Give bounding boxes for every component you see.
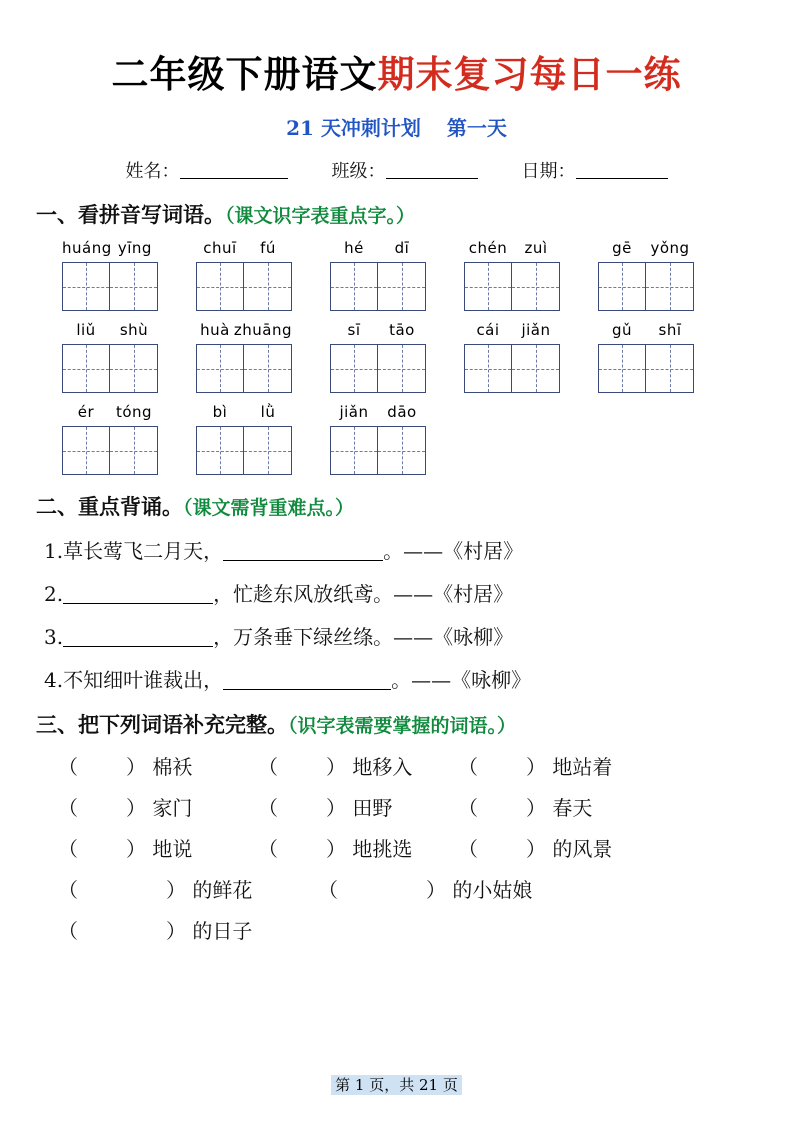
paren-open: （ xyxy=(258,796,278,820)
recitation-blank[interactable] xyxy=(223,542,383,561)
pinyin-writing-grid xyxy=(36,239,757,475)
pinyin-word-item xyxy=(330,239,426,311)
word-completion-text: 春天 xyxy=(546,796,593,820)
tianzige-cell[interactable] xyxy=(110,263,157,310)
pinyin-label xyxy=(330,403,426,421)
paren-open: （ xyxy=(258,755,278,779)
pinyin-syllable: chuī xyxy=(203,239,237,257)
pinyin-label xyxy=(598,239,694,257)
paren-close: ） xyxy=(126,837,146,861)
word-completion-item xyxy=(58,792,258,821)
pinyin-word-item xyxy=(330,403,426,475)
tianzige-cell[interactable] xyxy=(197,345,244,392)
word-completion-item xyxy=(258,792,458,821)
tianzige-cell[interactable] xyxy=(63,427,110,474)
title-red-part: 期末复习每日一练 xyxy=(377,52,682,96)
tianzige-vline xyxy=(622,345,623,392)
tianzige-vline xyxy=(488,345,489,392)
tianzige-cell[interactable] xyxy=(465,263,512,310)
pinyin-syllable: ér xyxy=(77,403,95,421)
tianzige-vline xyxy=(220,427,221,474)
pinyin-word-item xyxy=(62,321,158,393)
tianzige-cell[interactable] xyxy=(197,427,244,474)
recitation-text-after: 。——《咏柳》 xyxy=(391,668,532,692)
pinyin-syllable: jiǎn xyxy=(521,321,551,339)
pinyin-word-item xyxy=(196,239,292,311)
word-completion-text: 家门 xyxy=(146,796,193,820)
class-field-group xyxy=(332,157,478,183)
word-completion-text: 地挑选 xyxy=(346,837,413,861)
class-label: 班级： xyxy=(331,161,386,182)
pinyin-syllable: fú xyxy=(260,239,276,257)
tianzige-box[interactable] xyxy=(196,262,292,311)
pinyin-syllable: gǔ xyxy=(611,321,633,339)
tianzige-box[interactable] xyxy=(598,262,694,311)
pinyin-word-item xyxy=(62,239,158,311)
word-completion-item xyxy=(258,833,458,862)
date-input-line[interactable] xyxy=(576,162,668,179)
tianzige-box[interactable] xyxy=(464,344,560,393)
word-completion-row xyxy=(36,915,757,944)
pinyin-syllable: sī xyxy=(347,321,361,339)
tianzige-vline xyxy=(86,263,87,310)
date-field-group xyxy=(522,157,668,183)
pinyin-syllable: shù xyxy=(119,321,149,339)
word-completion-text: 田野 xyxy=(346,796,393,820)
tianzige-box[interactable] xyxy=(196,344,292,393)
paren-open: （ xyxy=(58,878,78,902)
pinyin-syllable: huáng xyxy=(62,239,112,257)
recitation-text-before: 不知细叶谁裁出， xyxy=(63,668,224,692)
pinyin-label xyxy=(330,239,426,257)
paren-open: （ xyxy=(318,878,338,902)
paren-close: ） xyxy=(326,755,346,779)
word-completion-text: 棉袄 xyxy=(146,755,193,779)
tianzige-cell[interactable] xyxy=(599,345,646,392)
word-completion-item xyxy=(58,751,258,780)
tianzige-box[interactable] xyxy=(330,426,426,475)
word-completion-item xyxy=(318,874,578,903)
tianzige-vline xyxy=(86,427,87,474)
recitation-text-before: 草长莺飞二月天， xyxy=(63,539,224,563)
word-completion-item xyxy=(258,751,458,780)
recitation-number: 2. xyxy=(44,582,64,606)
tianzige-cell[interactable] xyxy=(512,345,559,392)
pinyin-syllable: jiǎn xyxy=(339,403,369,421)
subtitle-plan: 21 天冲刺计划 xyxy=(286,116,421,140)
pinyin-grid-row xyxy=(36,403,757,475)
word-completion-item xyxy=(458,833,658,862)
paren-open: （ xyxy=(258,837,278,861)
tianzige-vline xyxy=(268,345,269,392)
tianzige-vline xyxy=(622,263,623,310)
section-3-note: （识字表需要掌握的词语。） xyxy=(288,715,517,737)
section-1-heading xyxy=(36,199,757,229)
tianzige-vline xyxy=(220,263,221,310)
tianzige-cell[interactable] xyxy=(331,263,378,310)
tianzige-cell[interactable] xyxy=(110,427,157,474)
tianzige-cell[interactable] xyxy=(599,263,646,310)
paren-close: ） xyxy=(126,755,146,779)
word-completion-text: 的日子 xyxy=(186,919,253,943)
paren-open: （ xyxy=(458,755,478,779)
pinyin-syllable: shī xyxy=(658,321,682,339)
pinyin-word-item xyxy=(330,321,426,393)
paren-close: ） xyxy=(326,837,346,861)
paren-close: ） xyxy=(526,796,546,820)
recitation-item xyxy=(44,578,757,607)
section-1-title: 一、看拼音写词语。 xyxy=(36,202,225,227)
pinyin-label xyxy=(62,321,158,339)
tianzige-box[interactable] xyxy=(330,344,426,393)
pinyin-syllable: chén xyxy=(468,239,508,257)
pinyin-word-item xyxy=(598,321,694,393)
page-title xyxy=(36,44,757,98)
tianzige-vline xyxy=(220,345,221,392)
tianzige-vline xyxy=(670,263,671,310)
tianzige-box[interactable] xyxy=(330,262,426,311)
recitation-blank[interactable] xyxy=(63,628,213,647)
paren-close: ） xyxy=(166,919,186,943)
tianzige-cell[interactable] xyxy=(63,345,110,392)
paren-open: （ xyxy=(58,796,78,820)
tianzige-vline xyxy=(488,263,489,310)
word-completion-row xyxy=(36,751,757,780)
tianzige-vline xyxy=(354,427,355,474)
word-completion-text: 地站着 xyxy=(546,755,613,779)
pinyin-label xyxy=(62,239,158,257)
word-completion-item xyxy=(58,833,258,862)
title-black-part: 二年级下册语文 xyxy=(111,52,378,96)
recitation-blank[interactable] xyxy=(63,585,213,604)
recitation-item xyxy=(44,535,757,564)
tianzige-cell[interactable] xyxy=(110,345,157,392)
section-2-note: （课文需背重难点。） xyxy=(183,497,355,519)
tianzige-vline xyxy=(536,345,537,392)
recitation-text-after: 。——《村居》 xyxy=(383,539,524,563)
paren-open: （ xyxy=(458,796,478,820)
pinyin-syllable: huà xyxy=(200,321,230,339)
recitation-number: 3. xyxy=(44,625,64,649)
page-footer xyxy=(0,1074,793,1095)
section-3-heading xyxy=(36,709,757,739)
paren-open: （ xyxy=(58,837,78,861)
tianzige-cell[interactable] xyxy=(197,263,244,310)
paren-close: ） xyxy=(166,878,186,902)
tianzige-cell[interactable] xyxy=(244,427,291,474)
tianzige-box[interactable] xyxy=(62,262,158,311)
pinyin-grid-row xyxy=(36,239,757,311)
pinyin-label xyxy=(196,239,292,257)
word-completion-item xyxy=(458,792,658,821)
section-3-title: 三、把下列词语补充完整。 xyxy=(36,712,288,737)
page-number-text: 第 1 页，共 21 页 xyxy=(331,1075,462,1095)
recitation-text-after: ，万条垂下绿丝绦。——《咏柳》 xyxy=(213,625,514,649)
pinyin-syllable: tāo xyxy=(389,321,415,339)
tianzige-cell[interactable] xyxy=(512,263,559,310)
tianzige-box[interactable] xyxy=(196,426,292,475)
tianzige-vline xyxy=(402,345,403,392)
tianzige-vline xyxy=(134,427,135,474)
tianzige-vline xyxy=(268,427,269,474)
word-completion-item xyxy=(58,915,318,944)
pinyin-word-item xyxy=(464,239,560,311)
tianzige-cell[interactable] xyxy=(331,345,378,392)
pinyin-label xyxy=(464,239,560,257)
section-1-note: （课文识字表重点字。） xyxy=(225,205,416,227)
pinyin-word-item xyxy=(62,403,158,475)
pinyin-syllable: yǒng xyxy=(650,239,690,257)
tianzige-cell[interactable] xyxy=(646,345,693,392)
paren-close: ） xyxy=(326,796,346,820)
pinyin-word-item xyxy=(196,321,292,393)
name-label: 姓名： xyxy=(125,161,180,182)
recitation-blank[interactable] xyxy=(223,671,391,690)
tianzige-vline xyxy=(354,263,355,310)
tianzige-vline xyxy=(670,345,671,392)
pinyin-syllable: dāo xyxy=(387,403,417,421)
recitation-list xyxy=(36,535,757,693)
tianzige-box[interactable] xyxy=(62,426,158,475)
pinyin-word-item xyxy=(196,403,292,475)
pinyin-word-item xyxy=(598,239,694,311)
tianzige-vline xyxy=(134,263,135,310)
tianzige-box[interactable] xyxy=(464,262,560,311)
word-completion-text: 的风景 xyxy=(546,837,613,861)
word-completion-text: 的小姑娘 xyxy=(446,878,533,902)
pinyin-syllable: cái xyxy=(476,321,500,339)
pinyin-syllable: tóng xyxy=(115,403,153,421)
paren-open: （ xyxy=(58,755,78,779)
tianzige-box[interactable] xyxy=(62,344,158,393)
tianzige-cell[interactable] xyxy=(378,263,425,310)
pinyin-word-item xyxy=(464,321,560,393)
tianzige-vline xyxy=(536,263,537,310)
paren-close: ） xyxy=(426,878,446,902)
pinyin-syllable: hé xyxy=(344,239,364,257)
pinyin-label xyxy=(330,321,426,339)
tianzige-vline xyxy=(354,345,355,392)
pinyin-syllable: liǔ xyxy=(76,321,96,339)
tianzige-cell[interactable] xyxy=(244,345,291,392)
pinyin-syllable: gē xyxy=(612,239,632,257)
tianzige-vline xyxy=(402,427,403,474)
tianzige-cell[interactable] xyxy=(331,427,378,474)
word-completion-item xyxy=(58,874,318,903)
recitation-text-after: ，忙趁东风放纸鸢。——《村居》 xyxy=(213,582,514,606)
pinyin-syllable: lǜ xyxy=(260,403,276,421)
paren-close: ） xyxy=(126,796,146,820)
tianzige-vline xyxy=(134,345,135,392)
pinyin-label xyxy=(196,403,292,421)
pinyin-syllable: zhuāng xyxy=(233,321,292,339)
tianzige-vline xyxy=(86,345,87,392)
tianzige-cell[interactable] xyxy=(378,345,425,392)
tianzige-cell[interactable] xyxy=(378,427,425,474)
word-completion-row xyxy=(36,833,757,862)
tianzige-cell[interactable] xyxy=(244,263,291,310)
word-completion-text: 地说 xyxy=(146,837,193,861)
tianzige-box[interactable] xyxy=(598,344,694,393)
paren-close: ） xyxy=(526,755,546,779)
recitation-number: 1. xyxy=(44,539,64,563)
tianzige-cell[interactable] xyxy=(465,345,512,392)
pinyin-syllable: zuì xyxy=(524,239,548,257)
student-meta-row xyxy=(36,157,757,183)
word-completion-item xyxy=(458,751,658,780)
name-field-group xyxy=(126,157,288,183)
pinyin-grid-row xyxy=(36,321,757,393)
tianzige-vline xyxy=(402,263,403,310)
pinyin-syllable: bì xyxy=(212,403,228,421)
paren-open: （ xyxy=(58,919,78,943)
word-completion-text: 的鲜花 xyxy=(186,878,253,902)
paren-close: ） xyxy=(526,837,546,861)
tianzige-cell[interactable] xyxy=(646,263,693,310)
date-label: 日期： xyxy=(521,161,576,182)
tianzige-vline xyxy=(268,263,269,310)
tianzige-cell[interactable] xyxy=(63,263,110,310)
subtitle-day: 第一天 xyxy=(446,116,507,140)
pinyin-syllable: yīng xyxy=(117,239,152,257)
pinyin-label xyxy=(598,321,694,339)
class-input-line[interactable] xyxy=(386,162,478,179)
pinyin-syllable: dī xyxy=(394,239,410,257)
pinyin-label xyxy=(62,403,158,421)
section-2-title: 二、重点背诵。 xyxy=(36,494,183,519)
word-completion-row xyxy=(36,874,757,903)
page-subtitle xyxy=(36,112,757,141)
section-2-heading xyxy=(36,491,757,521)
recitation-item xyxy=(44,664,757,693)
pinyin-label xyxy=(464,321,560,339)
name-input-line[interactable] xyxy=(180,162,288,179)
pinyin-label xyxy=(196,321,292,339)
paren-open: （ xyxy=(458,837,478,861)
word-completion-list xyxy=(36,751,757,944)
recitation-item xyxy=(44,621,757,650)
word-completion-text: 地移入 xyxy=(346,755,413,779)
word-completion-row xyxy=(36,792,757,821)
recitation-number: 4. xyxy=(44,668,64,692)
